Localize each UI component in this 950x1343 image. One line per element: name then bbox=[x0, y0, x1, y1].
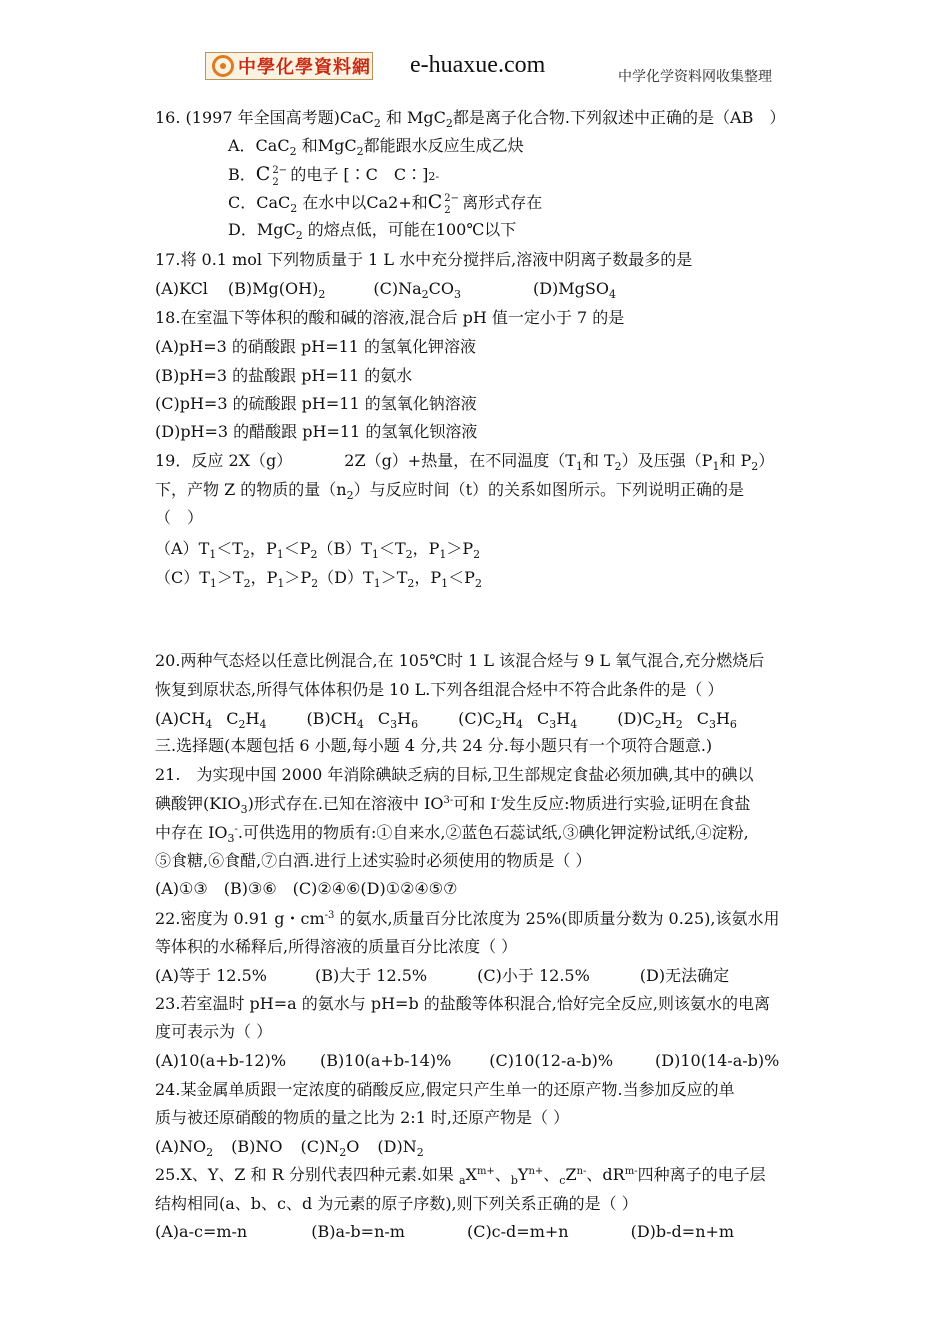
q21-stem-line4: ⑤食糖,⑥食醋,⑦白酒.进行上述实验时必须使用的物质是（ ） bbox=[155, 851, 592, 870]
q21-stem-line2: 碘酸钾$(KIO_3)$形式存在.已知在溶液中 $IO^{3-}$可和 I-发生反应:物质进行实验,证明在食盐 bbox=[155, 794, 751, 816]
logo-text: 中學化學資料網 bbox=[238, 57, 371, 78]
q24-stem-line2: 质与被还原硝酸的物质的量之比为 2:1 时,还原产物是（ ） bbox=[155, 1108, 570, 1127]
q18-option-b: (B)pH=3 的盐酸跟 pH=11 的氨水 bbox=[155, 366, 413, 385]
q21-stem-line1: 21. 为实现中国 2000 年消除碘缺乏病的目标,卫生部规定食盐必须加碘,其中的碘以 bbox=[155, 765, 754, 784]
q18-option-d: (D)pH=3 的醋酸跟 pH=11 的氢氧化钡溶液 bbox=[155, 422, 478, 441]
q23-stem-line1: 23.若室温时 pH=a 的氨水与 pH=b 的盐酸等体积混合,恰好完全反应,则该氨水的电离 bbox=[155, 994, 770, 1013]
page-header bbox=[0, 44, 950, 94]
header-credit: 中学化学资料网收集整理 bbox=[618, 69, 772, 85]
q20-stem-line2: 恢复到原状态,所得气体体积仍是 10 L.下列各组混合烃中不符合此条件的是（ ） bbox=[155, 680, 724, 699]
q17-options: (A)KCl $(B)Mg(OH)_2$ $(C)Na_2CO_3$ (D)MgSO$_4$ bbox=[155, 279, 616, 301]
q16-stem: 16. (1997 年全国高考题)CaC$_2$ 和 MgC$_2$都是离子化合物.下列叙述中正确的是（AB ） bbox=[155, 108, 786, 130]
q25-stem-line2: 结构相同(a、b、c、d 为元素的原子序数),则下列关系正确的是（ ） bbox=[155, 1194, 638, 1213]
q23-stem-line2: 度可表示为（ ） bbox=[155, 1022, 273, 1041]
q24-options: $(A)NO_2$ (B)NO $(C)N_2O$ $(D)N_2$ bbox=[155, 1137, 424, 1159]
q25-options: (A)a-c=m-n (B)a-b=n-m (C)c-d=m+n (D)b-d=n+m bbox=[155, 1222, 735, 1241]
q21-options: (A)①③ (B)③⑥ (C)②④⑥(D)①②④⑤⑦ bbox=[155, 879, 458, 898]
q19-stem-line1: 19．反应 2X（g） 2Z（g）+热量，在不同温度（$T_1$和 $T_2$）及压强（$P_1$和 $P_2$） bbox=[155, 451, 775, 473]
q16-option-d: D．MgC$_2$ 的熔点低，可能在100℃以下 bbox=[228, 220, 517, 242]
site-domain: e-huaxue.com bbox=[410, 52, 546, 78]
q18-option-a: (A)pH=3 的硝酸跟 pH=11 的氢氧化钾溶液 bbox=[155, 337, 477, 356]
q25-stem-line1: 25.X、Y、Z 和 R 分别代表四种元素.如果 $_aX^{m+}$、$_bY^{n+}$、$_cZ^{n-}$、$dR^{m-}$四种离子的电子层 bbox=[155, 1165, 766, 1187]
q19-blank: （ ） bbox=[155, 508, 204, 527]
q16-option-b: B．C 2− 2 的电子 [∶C C∶]2- bbox=[228, 163, 440, 188]
q23-options: (A)10(a+b-12)% (B)10(a+b-14)% (C)10(12-a-b)% (D)10(14-a-b)% bbox=[155, 1051, 780, 1070]
q19-options-cd: $(C)T_1>T_2$，$P_1>P_2(D)T_1>T_2$，$P_1<P_2$ bbox=[155, 568, 482, 590]
q16-option-c: C．CaC$_2$ 在水中以Ca2+和C 2− 2 离形式存在 bbox=[228, 191, 543, 216]
section-3-heading: 三.选择题(本题包括 6 小题,每小题 4 分,共 24 分.每小题只有一个项符合题意.) bbox=[155, 736, 713, 755]
q20-stem-line1: 20.两种气态烃以任意比例混合,在 105℃时 1 L 该混合烃与 9 L 氧气混合,充分燃烧后 bbox=[155, 651, 765, 670]
q22-stem-line1: 22.密度为 0.91 g・$cm^{-3}$ 的氨水,质量百分比浓度为 25%(即质量分数为 0.25),该氨水用 bbox=[155, 909, 780, 928]
q24-stem-line1: 24.某金属单质跟一定浓度的硝酸反应,假定只产生单一的还原产物.当参加反应的单 bbox=[155, 1080, 735, 1099]
q20-options: $(A)CH_4$ $C_2H_4$ $(B)CH_4$ $C_3H_6$ $(C)C_2H_4$ $C_3H_4$ $(D)C_2H_2$ $C_3H_6$ bbox=[155, 709, 737, 731]
q22-options: (A)等于 12.5% (B)大于 12.5% (C)小于 12.5% (D)无法确定 bbox=[155, 966, 730, 985]
q17-stem: 17.将 0.1 mol 下列物质量于 1 L 水中充分搅拌后,溶液中阴离子数最多的是 bbox=[155, 250, 693, 269]
q19-stem-line2: 下，产物 Z 的物质的量$(n_2)$与反应时间（t）的关系如图所示。下列说明正确的是 bbox=[155, 480, 745, 502]
q18-stem: 18.在室温下等体积的酸和碱的溶液,混合后 pH 值一定小于 7 的是 bbox=[155, 308, 625, 327]
q18-option-c: (C)pH=3 的硫酸跟 pH=11 的氢氧化钠溶液 bbox=[155, 394, 477, 413]
q16-option-a: A．CaC$_2$ 和MgC$_2$都能跟水反应生成乙炔 bbox=[228, 136, 524, 158]
q19-options-ab: $(A)T_1<T_2$，$P_1<P_2(B)T_1<T_2$，$P_1>P_2$ bbox=[155, 539, 481, 561]
site-logo bbox=[205, 52, 373, 80]
logo-icon bbox=[212, 55, 234, 77]
q22-stem-line2: 等体积的水稀释后,所得溶液的质量百分比浓度（ ） bbox=[155, 937, 518, 956]
q21-stem-line3: 中存在 $IO_3^-$.可供选用的物质有:①自来水,②蓝色石蕊试纸,③碘化钾淀粉试纸,④淀粉, bbox=[155, 823, 749, 845]
